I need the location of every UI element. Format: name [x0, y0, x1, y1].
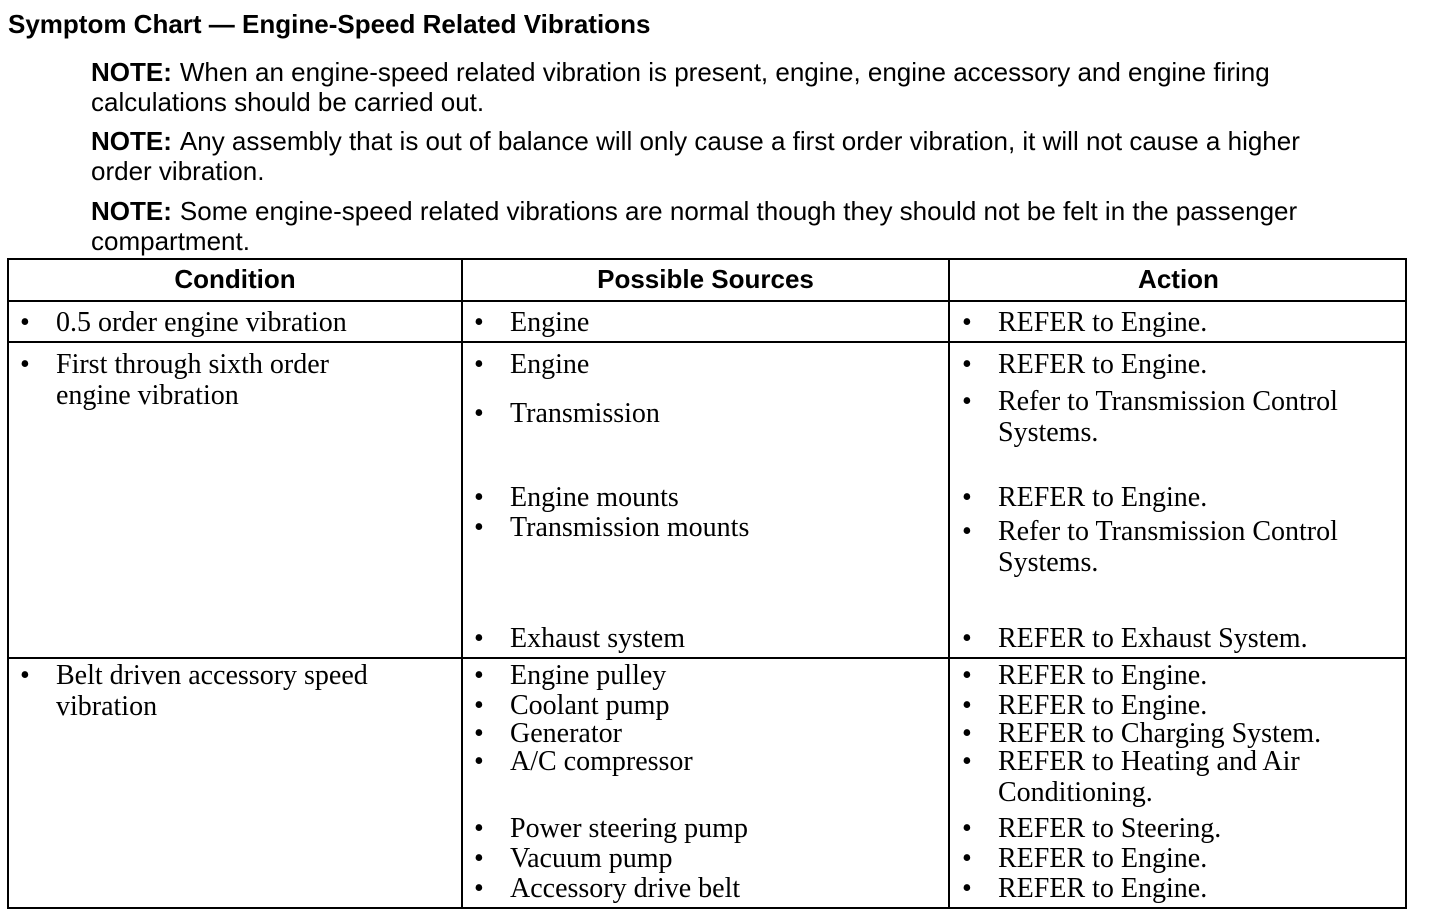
bullet-icon: • [474, 398, 484, 429]
bullet-icon: • [962, 516, 972, 547]
bullet-icon: • [474, 512, 484, 543]
source-item-text: Engine [510, 307, 590, 338]
action-item-text: REFER to Engine. [998, 660, 1208, 691]
action-item [962, 690, 1208, 721]
bullet-icon: • [962, 307, 972, 338]
action-item-text: REFER to Engine. [998, 690, 1208, 721]
condition-item-text: First through sixth order engine vibration [56, 349, 329, 411]
source-item-text: Engine mounts [510, 482, 679, 513]
action-item [962, 813, 1222, 844]
bullet-icon: • [474, 660, 484, 691]
source-item-text: Engine pulley [510, 660, 667, 691]
bullet-icon: • [962, 482, 972, 513]
source-item-text: A/C compressor [510, 746, 693, 777]
note-text: When an engine-speed related vibration is present, engine, engine accessory and engine firing calculations should be carried out. [91, 57, 1270, 117]
bullet-icon: • [962, 843, 972, 874]
action-item-text: REFER to Engine. [998, 307, 1208, 338]
source-item [474, 307, 590, 338]
bullet-icon: • [962, 386, 972, 417]
action-item [962, 623, 1308, 654]
header-action: Action [1138, 264, 1219, 294]
bullet-icon: • [962, 873, 972, 904]
bullet-icon: • [962, 690, 972, 721]
source-item-text: Transmission [510, 398, 660, 429]
condition-item [20, 349, 396, 411]
bullet-icon: • [474, 482, 484, 513]
condition-item [20, 307, 476, 338]
action-item [962, 843, 1208, 874]
action-item-text: Refer to Transmission Control Systems. [998, 516, 1338, 578]
action-item-text: REFER to Engine. [998, 873, 1208, 904]
action-item-text: REFER to Engine. [998, 843, 1208, 874]
action-item [962, 386, 1378, 448]
source-item [474, 813, 748, 844]
bullet-icon: • [474, 690, 484, 721]
note-1 [91, 57, 1351, 117]
action-item-text: REFER to Exhaust System. [998, 623, 1308, 654]
source-item-text: Generator [510, 718, 622, 749]
action-item [962, 516, 1378, 578]
row-divider [9, 341, 1405, 343]
action-item [962, 746, 1378, 808]
bullet-icon: • [474, 718, 484, 749]
condition-item-text: 0.5 order engine vibration [56, 307, 347, 338]
bullet-icon: • [962, 813, 972, 844]
note-label: NOTE: [91, 196, 172, 226]
action-item-text: REFER to Heating and Air Conditioning. [998, 746, 1300, 808]
source-item [474, 690, 670, 721]
page-title: Symptom Chart — Engine-Speed Related Vibrations [8, 9, 651, 39]
action-item [962, 660, 1208, 691]
source-item [474, 718, 622, 749]
bullet-icon: • [474, 307, 484, 338]
action-item [962, 482, 1208, 513]
bullet-icon: • [962, 349, 972, 380]
bullet-icon: • [20, 307, 30, 338]
bullet-icon: • [474, 746, 484, 777]
row-divider [9, 657, 1405, 659]
source-item [474, 398, 660, 429]
source-item [474, 512, 750, 543]
source-item [474, 843, 673, 874]
column-divider [461, 260, 463, 907]
source-item-text: Transmission mounts [510, 512, 750, 543]
bullet-icon: • [962, 746, 972, 777]
action-item [962, 307, 1208, 338]
header-condition: Condition [174, 264, 296, 294]
condition-item [20, 660, 436, 722]
action-item-text: REFER to Steering. [998, 813, 1222, 844]
note-label: NOTE: [91, 126, 172, 156]
source-item [474, 660, 667, 691]
source-item-text: Accessory drive belt [510, 873, 741, 904]
source-item [474, 482, 679, 513]
note-text: Any assembly that is out of balance will only cause a first order vibration, it will not cause a higher order vibration. [91, 126, 1300, 186]
action-item-text: REFER to Engine. [998, 349, 1208, 380]
condition-item-text: Belt driven accessory speed vibration [56, 660, 368, 722]
bullet-icon: • [20, 660, 30, 691]
bullet-icon: • [962, 718, 972, 749]
action-item-text: Refer to Transmission Control Systems. [998, 386, 1338, 448]
source-item-text: Engine [510, 349, 590, 380]
source-item [474, 873, 741, 904]
bullet-icon: • [474, 813, 484, 844]
bullet-icon: • [962, 623, 972, 654]
header-possible-sources: Possible Sources [597, 264, 814, 294]
action-item [962, 349, 1208, 380]
source-item-text: Coolant pump [510, 690, 670, 721]
source-item [474, 746, 693, 777]
bullet-icon: • [20, 349, 30, 380]
column-divider [948, 260, 950, 907]
note-2 [91, 126, 1351, 186]
action-item-text: REFER to Charging System. [998, 718, 1322, 749]
note-label: NOTE: [91, 57, 172, 87]
source-item [474, 623, 685, 654]
source-item [474, 349, 590, 380]
note-3 [91, 196, 1351, 256]
bullet-icon: • [474, 873, 484, 904]
action-item [962, 718, 1322, 749]
bullet-icon: • [962, 660, 972, 691]
row-divider [9, 300, 1405, 302]
bullet-icon: • [474, 349, 484, 380]
action-item-text: REFER to Engine. [998, 482, 1208, 513]
action-item [962, 873, 1208, 904]
note-text: Some engine-speed related vibrations are normal though they should not be felt in the passenger compartment. [91, 196, 1298, 256]
source-item-text: Vacuum pump [510, 843, 673, 874]
bullet-icon: • [474, 843, 484, 874]
source-item-text: Power steering pump [510, 813, 748, 844]
source-item-text: Exhaust system [510, 623, 685, 654]
bullet-icon: • [474, 623, 484, 654]
